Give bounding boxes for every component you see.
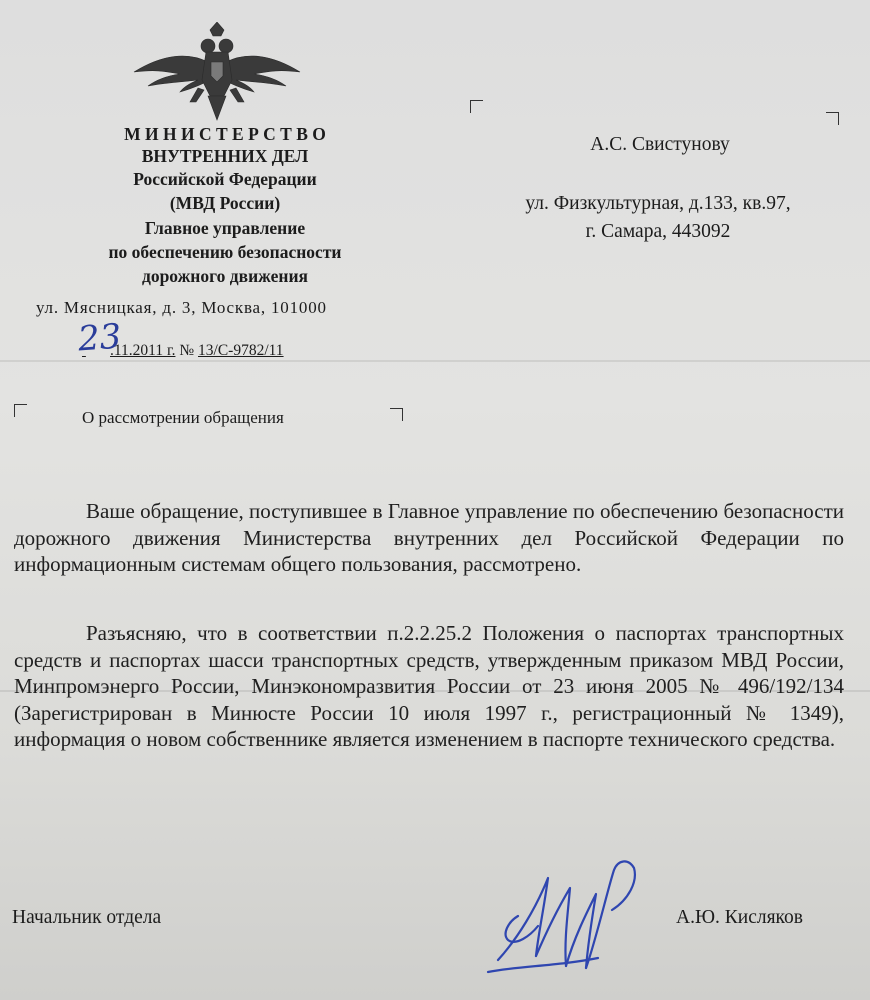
subject-line: О рассмотрении обращения — [82, 408, 284, 427]
date-blank — [82, 342, 110, 360]
signer-position: Начальник отдела — [12, 907, 162, 928]
date-number-line — [82, 342, 284, 360]
subject-corner-left — [14, 404, 27, 417]
recipient-city: г. Самара, 443092 — [585, 221, 731, 242]
ministry-subtitle: ВНУТРЕННИХ ДЕЛ — [141, 146, 309, 166]
ministry-abbr: (МВД России) — [169, 193, 281, 213]
recipient-name: А.С. Свистунову — [590, 134, 730, 155]
subject-corner-right — [390, 408, 403, 421]
recipient-corner-right — [826, 112, 839, 125]
number-sign: № — [179, 342, 195, 359]
signatory-name: А.Ю. Кисляков — [676, 907, 803, 928]
handwritten-day: 23 — [76, 316, 123, 360]
ministry-country: Российской Федерации — [133, 169, 317, 189]
signature-icon — [478, 848, 648, 983]
department-title: Главное управление — [144, 218, 306, 238]
fold-line — [0, 360, 870, 362]
department-line3: дорожного движения — [141, 266, 309, 286]
recipient-street: ул. Физкультурная, д.133, кв.97, — [525, 193, 791, 214]
letter-date: .11.2011 г. — [110, 342, 176, 359]
body-paragraph-2 — [14, 620, 844, 753]
recipient-corner-left — [470, 100, 483, 113]
letter-number: 13/С-9782/11 — [198, 342, 284, 359]
paragraph-1-text: Ваше обращение, поступившее в Главное управление по обеспечению безопасности дорожного движения Министерства внутренних дел Российской Федерации по информационным системам общего пользования, рассмотрено. — [14, 499, 844, 576]
sender-address: ул. Мясницкая, д. 3, Москва, 101000 — [36, 298, 327, 317]
body-paragraph-1 — [14, 498, 844, 578]
eagle-emblem-icon — [128, 22, 306, 122]
ministry-title: М И Н И С Т Е Р С Т В О — [124, 124, 326, 144]
paragraph-2-text: Разъясняю, что в соответствии п.2.2.25.2 Положения о паспортах транспортных средств и паспортах шасси транспортных средств, утвержденным приказом МВД России, Минпромэнерго России, Минэкономразвития России от 23 июня 2005 № 496/192/134 (Зарегистрирован в Минюсте России 10 июля 1997 г., регистрационный № 1349), информация о новом собственнике является изменением в паспорте технического средства. — [14, 621, 844, 751]
department-line2: по обеспечению безопасности — [108, 242, 342, 262]
